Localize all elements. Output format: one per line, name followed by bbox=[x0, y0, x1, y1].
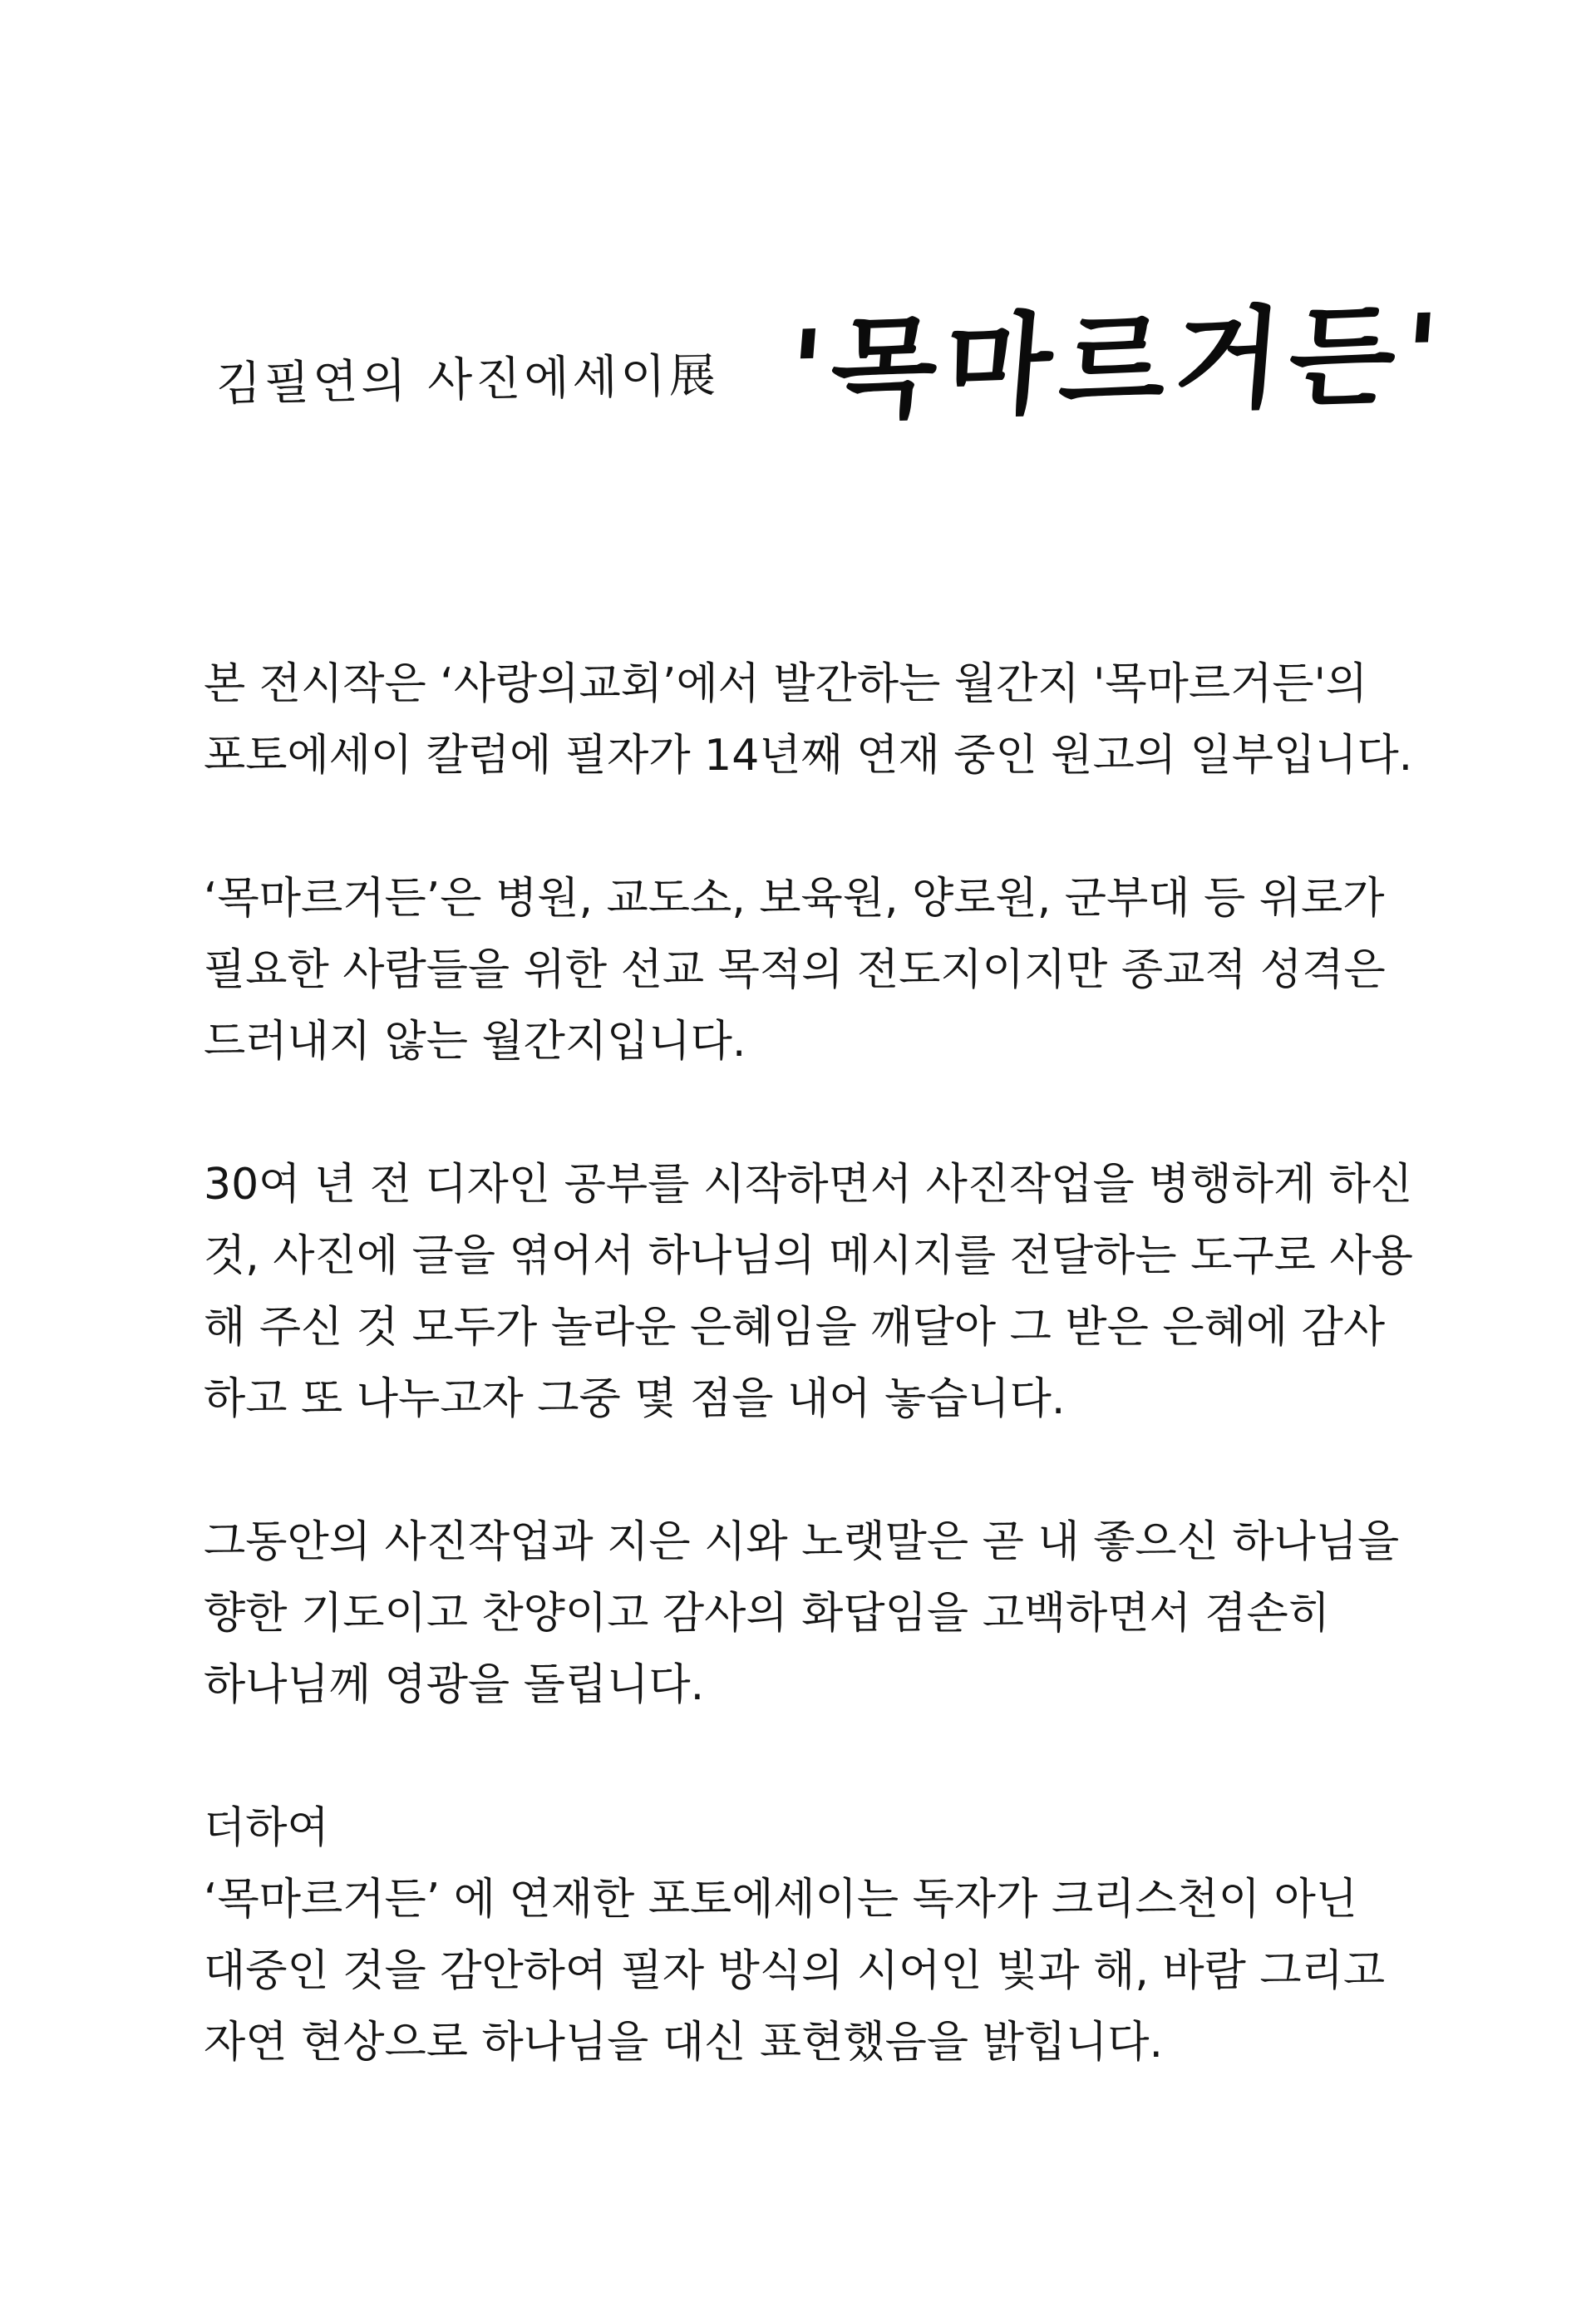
text-line: ‘목마르거든’은 병원, 교도소, 보육원, 양로원, 군부대 등 위로가 bbox=[204, 874, 1385, 924]
text-line: 더하여 bbox=[204, 1803, 329, 1853]
text-line: 그동안의 사진작업과 지은 시와 노랫말은 곧 내 좋으신 하나님을 bbox=[204, 1517, 1400, 1567]
paragraph-4 bbox=[204, 1506, 1417, 1721]
text-line: 자연 현상으로 하나님을 대신 표현했음을 밝힙니다. bbox=[204, 2018, 1164, 2068]
exhibition-statement bbox=[204, 648, 1417, 2150]
text-line: 대중인 것을 감안하여 필자 방식의 시어인 빛과 해, 바람 그리고 bbox=[204, 1946, 1386, 1996]
text-line: 본 전시작은 ‘사랑의교회’에서 발간하는 월간지 '목마르거든'의 bbox=[204, 659, 1368, 709]
exhibition-title: '목마르거든' bbox=[783, 290, 1451, 436]
text-line: 하고 또 나누고자 그중 몇 점을 내어 놓습니다. bbox=[204, 1374, 1066, 1424]
text-line: 드러내지 않는 월간지입니다. bbox=[204, 1017, 746, 1067]
text-line: 필요한 사람들을 위한 선교 목적의 전도지이지만 종교적 성격은 bbox=[204, 945, 1386, 995]
exhibition-header bbox=[208, 283, 1455, 436]
text-line: 하나님께 영광을 돌립니다. bbox=[204, 1660, 705, 1710]
text-line: 향한 기도이고 찬양이고 감사의 화답임을 고백하면서 겸손히 bbox=[204, 1589, 1330, 1639]
paragraph-1 bbox=[204, 648, 1417, 791]
paragraph-2 bbox=[204, 863, 1417, 1077]
paragraph-5 bbox=[204, 1792, 1417, 2078]
exhibition-subtitle: 김필연의 사진에세이展 bbox=[215, 348, 720, 412]
text-line: ‘목마르거든’ 에 연재한 포토에세이는 독자가 크리스천이 아닌 bbox=[204, 1875, 1358, 1925]
text-line: 것, 사진에 글을 엮어서 하나님의 메시지를 전달하는 도구로 사용 bbox=[204, 1231, 1413, 1281]
text-line: 포토에세이 칼럼에 필자가 14년째 연재 중인 원고의 일부입니다. bbox=[204, 731, 1413, 781]
text-line: 해 주신 것 모두가 놀라운 은혜임을 깨달아 그 받은 은혜에 감사 bbox=[204, 1303, 1386, 1353]
text-line: 30여 년 전 디자인 공부를 시작하면서 사진작업을 병행하게 하신 bbox=[204, 1160, 1413, 1210]
paragraph-3 bbox=[204, 1149, 1417, 1435]
